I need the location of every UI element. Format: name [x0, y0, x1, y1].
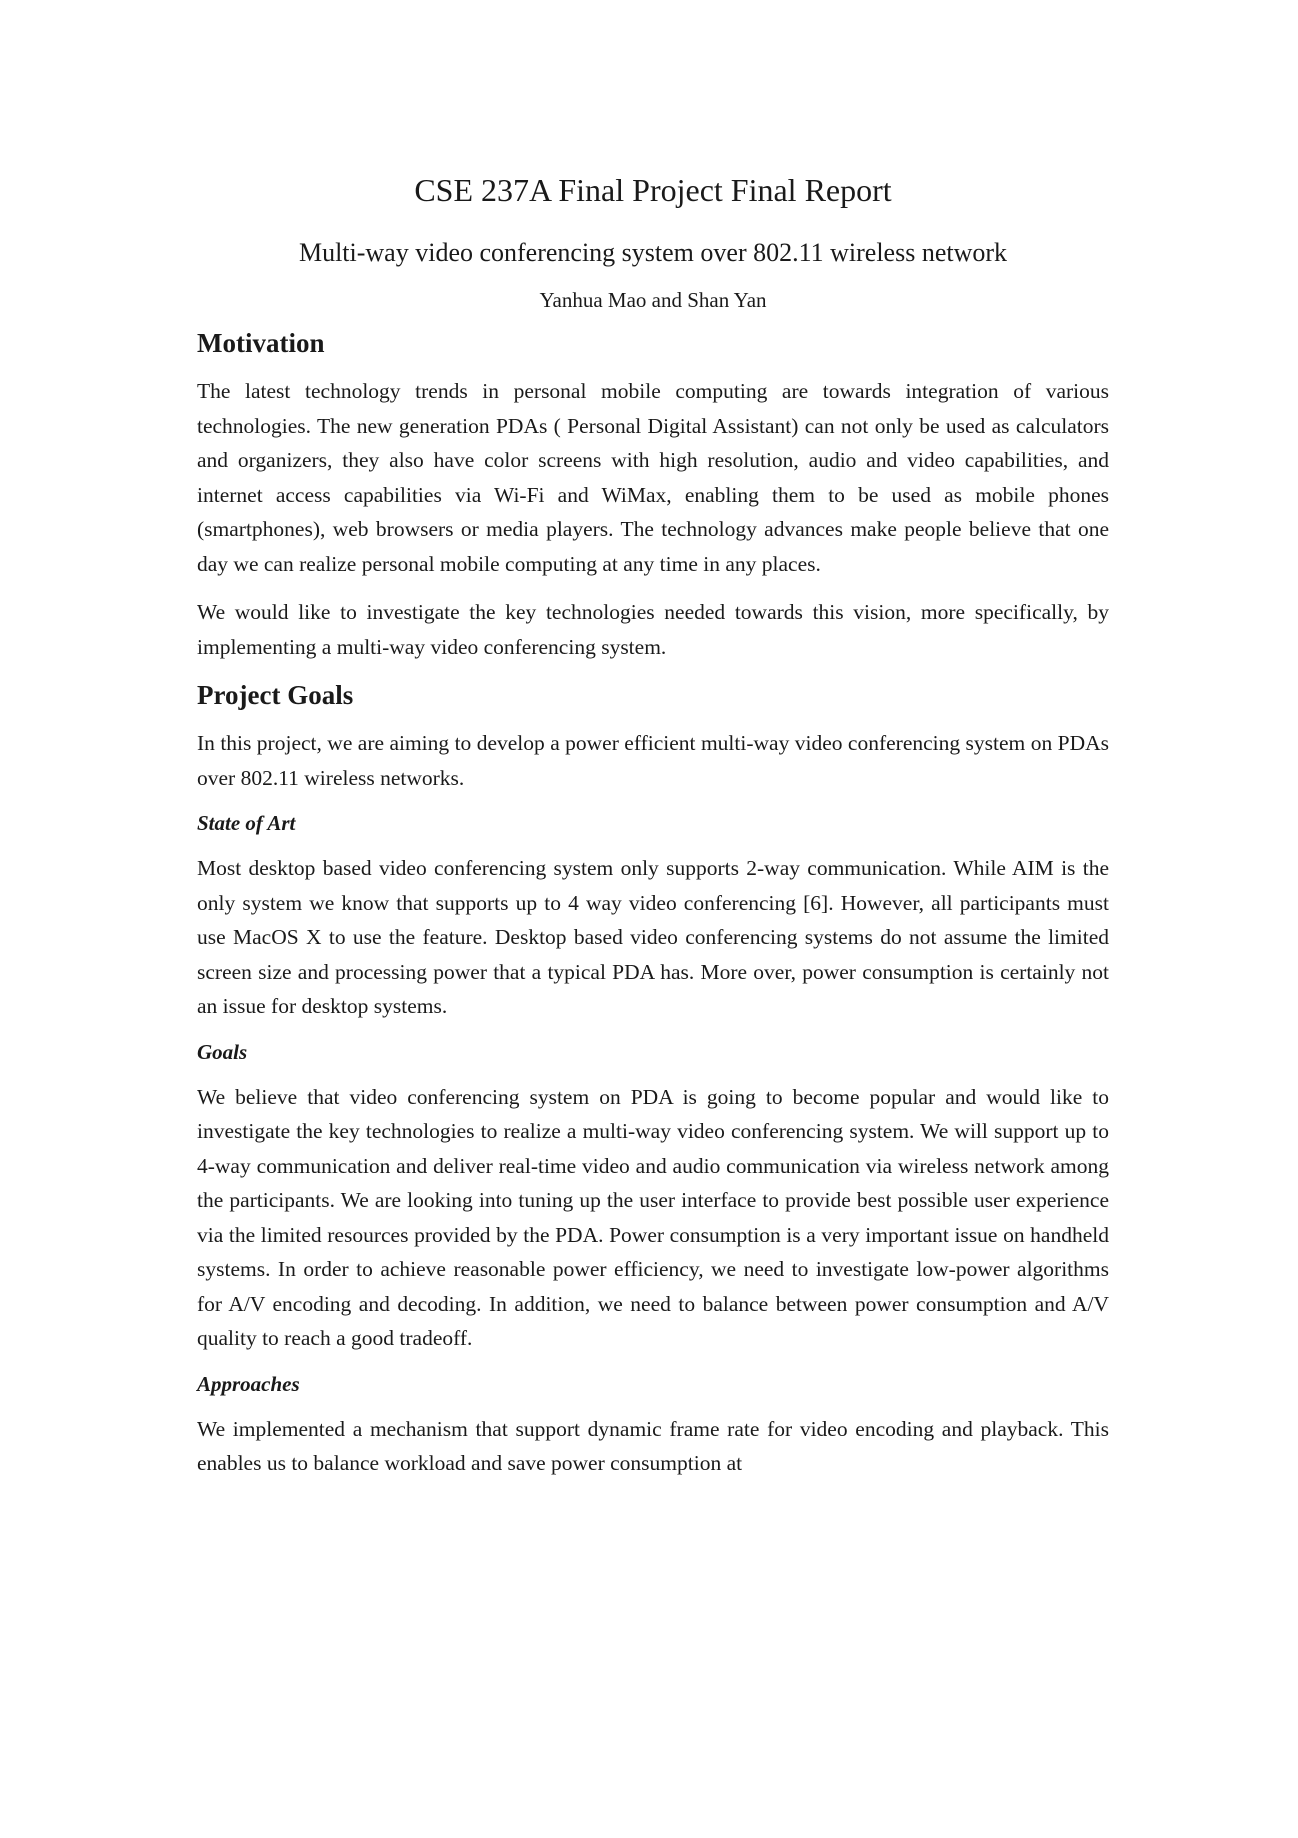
state-of-art-paragraph: Most desktop based video conferencing system only supports 2-way communication. While AIM is the only system we know that supports up to 4 way video conferencing [6]. However, all participants must use MacOS X to use the feature. Desktop based video conferencing systems do not assume the limited screen size and processing power that a typical PDA has. More over, power consumption is certainly not an issue for desktop systems.: [197, 856, 1109, 1018]
document-title: CSE 237A Final Project Final Report: [414, 172, 892, 208]
section-heading-project-goals: Project Goals: [197, 680, 354, 710]
subsection-heading-state-of-art: State of Art: [197, 811, 296, 835]
document-page: [197, 170, 1109, 1495]
section-heading-motivation: Motivation: [197, 328, 325, 358]
subsection-heading-goals: Goals: [197, 1039, 248, 1064]
project-goals-intro: In this project, we are aiming to develop a power efficient multi-way video conferencing system on PDAs over 802.11 wireless networks.: [197, 731, 1109, 790]
goals-paragraph: We believe that video conferencing system on PDA is going to become popular and would like to investigate the key technologies to realize a multi-way video conferencing system. We will support up to 4-way communication and deliver real-time video and audio communication via wireless network among the participants. We are looking into tuning up the user interface to provide best possible user experience via the limited resources provided by the PDA. Power consumption is a very important issue on handheld systems. In order to achieve reasonable power efficiency, we need to investigate low-power algorithms for A/V encoding and decoding. In addition, we need to balance between power consumption and A/V quality to reach a good tradeoff.: [197, 1084, 1109, 1350]
document-subtitle: Multi-way video conferencing system over 802.11 wireless network: [298, 238, 1008, 267]
document-authors: Yanhua Mao and Shan Yan: [539, 288, 767, 312]
motivation-paragraph-2: We would like to investigate the key technologies needed towards this vision, more specifically, by implementing a multi-way video conferencing system.: [197, 600, 1109, 659]
approaches-paragraph: We implemented a mechanism that support dynamic frame rate for video encoding and playback. This enables us to balance workload and save power consumption at: [197, 1416, 1109, 1475]
motivation-paragraph-1: The latest technology trends in personal mobile computing are towards integration of various technologies. The new generation PDAs ( Personal Digital Assistant) can not only be used as calculators and organizers, they also have color screens with high resolution, audio and video capabilities, and internet access capabilities via Wi-Fi and WiMax, enabling them to be used as mobile phones (smartphones), web browsers or media players. The technology advances make people believe that one day we can realize personal mobile computing at any time in any places.: [197, 379, 1109, 576]
subsection-heading-approaches: Approaches: [197, 1371, 300, 1396]
